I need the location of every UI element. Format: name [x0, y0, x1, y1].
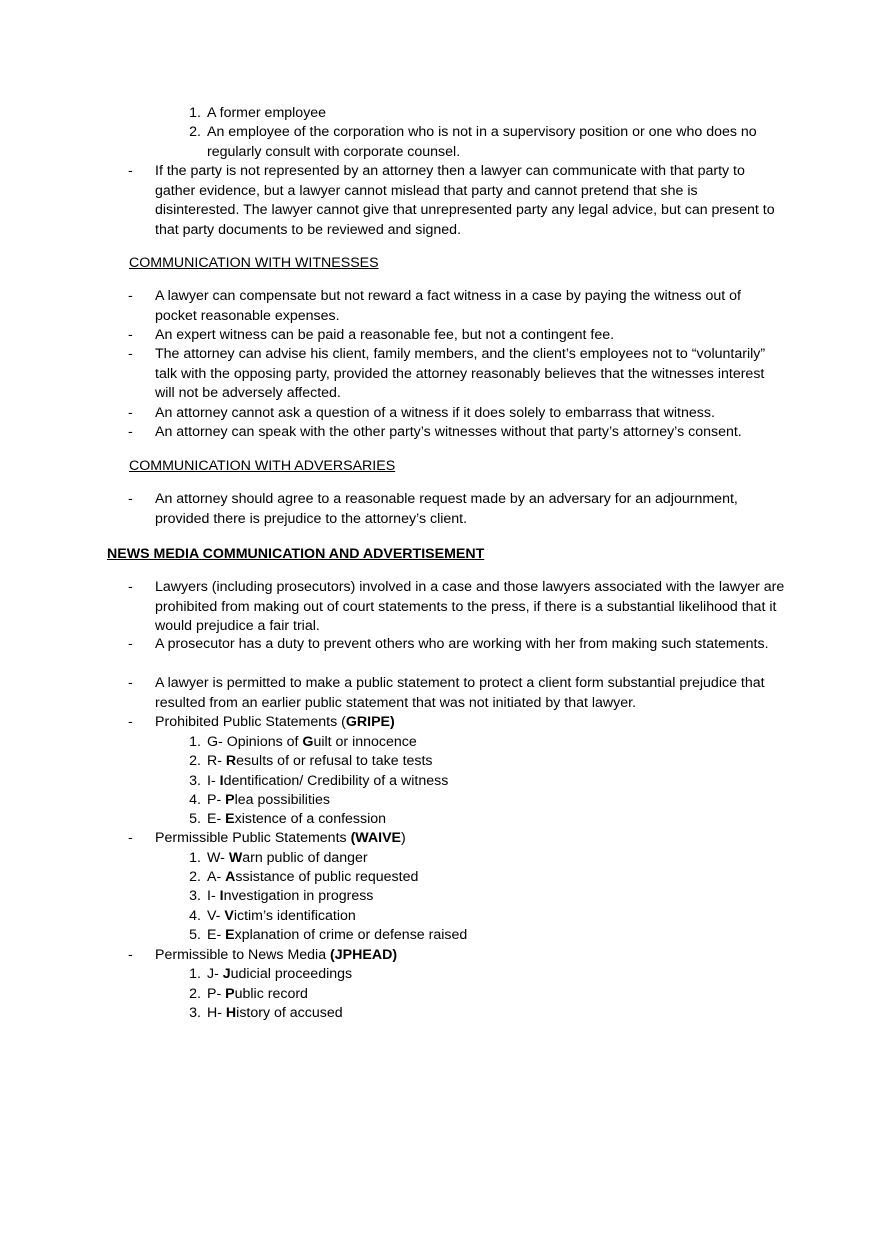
list-item-letter: J: [222, 966, 231, 982]
bullet-text: The attorney can advise his client, family members, and the client’s employees not to “voluntarily” talk with the opposing party, provided the attorney reasonably believes that the witnesses interest will not be adversely affected.: [155, 346, 766, 401]
dash-marker: -: [128, 636, 133, 652]
list-item-prefix: G- Opinions of: [207, 734, 303, 750]
acronym: (JPHEAD): [330, 947, 398, 963]
dash-marker: -: [128, 714, 133, 730]
list-item-text: nvestigation in progress: [223, 888, 374, 904]
list-item-text: esults of or refusal to take tests: [236, 753, 433, 769]
bullet-text: Lawyers (including prosecutors) involved in a case and those lawyers associated with the lawyer are prohibited from making out of court statements to the press, if there is a substantial likelihood that it would prejudice a fair trial.: [155, 579, 785, 634]
list-item-letter: E: [225, 927, 235, 943]
dash-marker: -: [128, 491, 133, 507]
list-item-letter: P: [225, 792, 235, 808]
list-item: [189, 849, 787, 869]
list-item-letter: A: [225, 869, 236, 885]
list-item-letter: P: [225, 986, 235, 1002]
bullet-label-end: ): [401, 830, 406, 846]
list-item-letter: I: [219, 888, 224, 904]
bullet-item: [128, 674, 785, 713]
list-number: 1.: [189, 850, 201, 866]
list-number: 5.: [189, 927, 201, 943]
bullet-item: [128, 162, 785, 240]
bullet-item: [128, 635, 785, 655]
acronym: GRIPE): [345, 714, 395, 730]
bullet-text: An attorney should agree to a reasonable request made by an adversary for an adjournment, provided there is prejudice to the attorney’s client.: [155, 491, 738, 527]
bullet-text: An attorney can speak with the other party’s witnesses without that party’s attorney’s consent.: [155, 424, 742, 440]
list-item-letter: I: [219, 773, 224, 789]
list-item-text: lea possibilities: [234, 792, 331, 808]
list-number: 5.: [189, 811, 201, 827]
bullet-text: A lawyer can compensate but not reward a fact witness in a case by paying the witness out of pocket reasonable expenses.: [155, 288, 741, 324]
list-item-text: xplanation of crime or defense raised: [234, 927, 468, 943]
list-item-letter: H: [225, 1005, 237, 1021]
bullet-text: An expert witness can be paid a reasonable fee, but not a contingent fee.: [155, 327, 615, 343]
list-item-text: ictim’s identification: [233, 908, 356, 924]
bullet-item-gripe: [128, 713, 785, 733]
list-item-letter: R: [225, 753, 237, 769]
list-item-prefix: E-: [207, 811, 226, 827]
list-item: [189, 733, 787, 753]
bullet-label: Prohibited Public Statements (: [155, 714, 346, 730]
list-item-prefix: J-: [207, 966, 223, 982]
list-item-text: An employee of the corporation who is not in a supervisory position or one who does no regularly consult with corporate counsel.: [207, 124, 757, 160]
bullet-text: A lawyer is permitted to make a public statement to protect a client form substantial prejudice that resulted from an earlier public statement that was not initiated by that lawyer.: [155, 675, 765, 711]
dash-marker: -: [128, 327, 133, 343]
list-item-text: ublic record: [234, 986, 308, 1002]
list-item: [189, 907, 787, 927]
list-item: [189, 752, 787, 772]
list-number: 2.: [189, 869, 201, 885]
list-item-prefix: I-: [207, 888, 220, 904]
list-item: [189, 985, 787, 1005]
list-item-text: xistence of a confession: [234, 811, 387, 827]
list-item-prefix: P-: [207, 792, 226, 808]
list-number: 2.: [189, 753, 201, 769]
list-number: 1.: [189, 966, 201, 982]
list-number: 3.: [189, 1005, 201, 1021]
list-item-prefix: H-: [207, 1005, 226, 1021]
dash-marker: -: [128, 288, 133, 304]
list-number: 1.: [189, 734, 201, 750]
list-item: [189, 868, 787, 888]
list-item-letter: G: [302, 734, 314, 750]
bullet-item: [128, 423, 785, 443]
list-number: 2.: [189, 986, 201, 1002]
list-item-text: A former employee: [207, 105, 327, 121]
bullet-item-jphead: [128, 946, 785, 966]
bullet-text: If the party is not represented by an attorney then a lawyer can communicate with that party to gather evidence, but a lawyer cannot mislead that party and cannot pretend that she is disinterested. The lawyer cannot give that unrepresented party any legal advice, but can present to that party documents to be reviewed and signed.: [155, 163, 775, 238]
dash-marker: -: [128, 346, 133, 362]
list-item-prefix: W-: [207, 850, 229, 866]
list-item-prefix: R-: [207, 753, 226, 769]
section-heading-witnesses: COMMUNICATION WITH WITNESSES: [129, 255, 379, 271]
list-item: [189, 887, 787, 907]
list-number: 4.: [189, 908, 201, 924]
bullet-item: [128, 490, 785, 529]
list-item-text: uilt or innocence: [313, 734, 417, 750]
bullet-item-waive: [128, 829, 785, 849]
list-item-prefix: P-: [207, 986, 226, 1002]
section-heading-adversaries: COMMUNICATION WITH ADVERSARIES: [129, 458, 396, 474]
dash-marker: -: [128, 830, 133, 846]
dash-marker: -: [128, 947, 133, 963]
list-item: [189, 810, 787, 830]
bullet-text: A prosecutor has a duty to prevent others who are working with her from making such statements.: [155, 636, 769, 652]
bullet-label: Permissible Public Statements: [155, 830, 351, 846]
bullet-text: An attorney cannot ask a question of a witness if it does solely to embarrass that witness.: [155, 405, 715, 421]
acronym: (WAIVE: [350, 830, 402, 846]
bullet-item: [128, 578, 785, 637]
list-number: 1.: [189, 105, 201, 121]
list-number: 4.: [189, 792, 201, 808]
dash-marker: -: [128, 675, 133, 691]
bullet-item: [128, 404, 785, 424]
list-item-text: arn public of danger: [242, 850, 368, 866]
list-item-prefix: I-: [207, 773, 220, 789]
list-item: [189, 791, 787, 811]
bullet-label: Permissible to News Media: [155, 947, 331, 963]
list-item-letter: W: [228, 850, 243, 866]
dash-marker: -: [128, 163, 133, 179]
list-number: 3.: [189, 773, 201, 789]
section-heading-news-media: NEWS MEDIA COMMUNICATION AND ADVERTISEMENT: [107, 546, 485, 562]
list-item-letter: E: [225, 811, 235, 827]
dash-marker: -: [128, 579, 133, 595]
list-number: 3.: [189, 888, 201, 904]
bullet-item: [128, 345, 785, 404]
list-item-letter: V: [224, 908, 234, 924]
list-item: [189, 123, 787, 162]
list-item-prefix: V-: [207, 908, 225, 924]
list-number: 2.: [189, 124, 201, 140]
bullet-item: [128, 326, 785, 346]
list-item: [189, 772, 787, 792]
bullet-item: [128, 287, 785, 326]
list-item: [189, 1004, 787, 1024]
list-item-text: ssistance of public requested: [235, 869, 419, 885]
dash-marker: -: [128, 405, 133, 421]
list-item: [189, 926, 787, 946]
list-item-prefix: A-: [207, 869, 226, 885]
dash-marker: -: [128, 424, 133, 440]
list-item: [189, 965, 787, 985]
list-item-text: dentification/ Credibility of a witness: [223, 773, 449, 789]
list-item-text: udicial proceedings: [230, 966, 353, 982]
list-item: [189, 104, 787, 124]
list-item-text: istory of accused: [236, 1005, 343, 1021]
list-item-prefix: E-: [207, 927, 226, 943]
